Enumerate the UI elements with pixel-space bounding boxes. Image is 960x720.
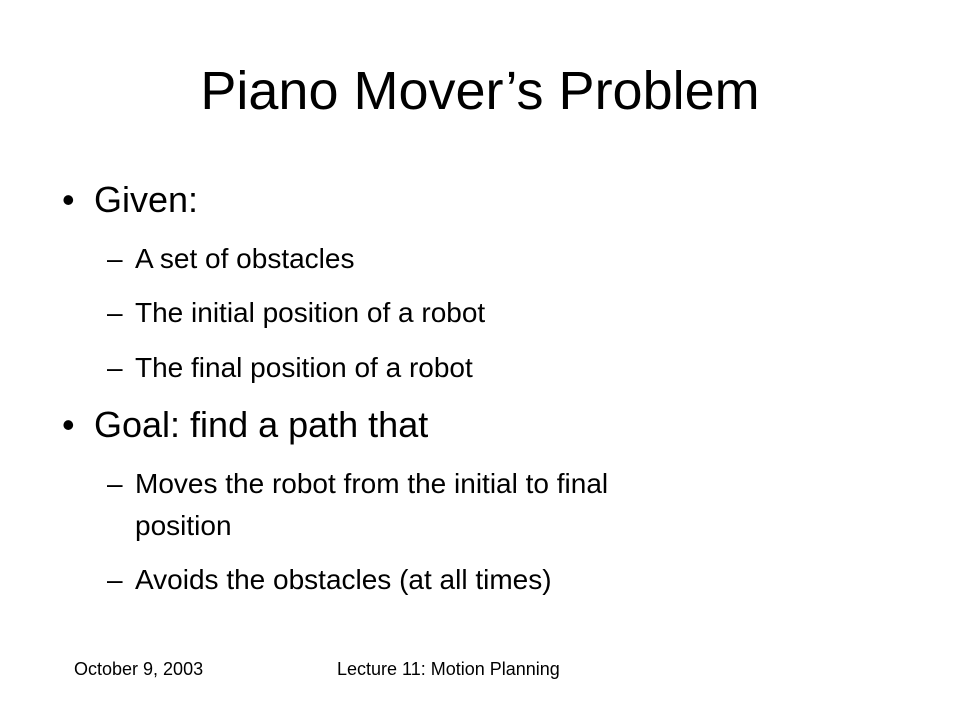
dash-marker: –: [107, 297, 123, 328]
dash-marker: –: [107, 243, 123, 274]
sub-item-text: The initial position of a robot: [135, 297, 486, 328]
dash-marker: –: [107, 352, 123, 383]
bullet-marker: •: [62, 179, 75, 220]
dash-marker: –: [107, 564, 123, 595]
sub-item-text: A set of obstacles: [135, 243, 355, 274]
sub-item-text: The final position of a robot: [135, 352, 473, 383]
bullet-marker: •: [62, 404, 75, 445]
dash-marker: –: [107, 468, 123, 499]
sub-item-text: position: [135, 510, 232, 541]
footer-date: October 9, 2003: [74, 659, 204, 679]
bullet-heading: Given:: [94, 179, 199, 220]
sub-item-text: Avoids the obstacles (at all times): [135, 564, 552, 595]
sub-item-text: Moves the robot from the initial to final: [135, 468, 609, 499]
sub-item-continuation: [135, 509, 232, 543]
slide-title: Piano Mover’s Problem: [200, 61, 760, 121]
bullet-heading: Goal: find a path that: [94, 404, 429, 445]
footer-lecture: Lecture 11: Motion Planning: [337, 659, 560, 679]
